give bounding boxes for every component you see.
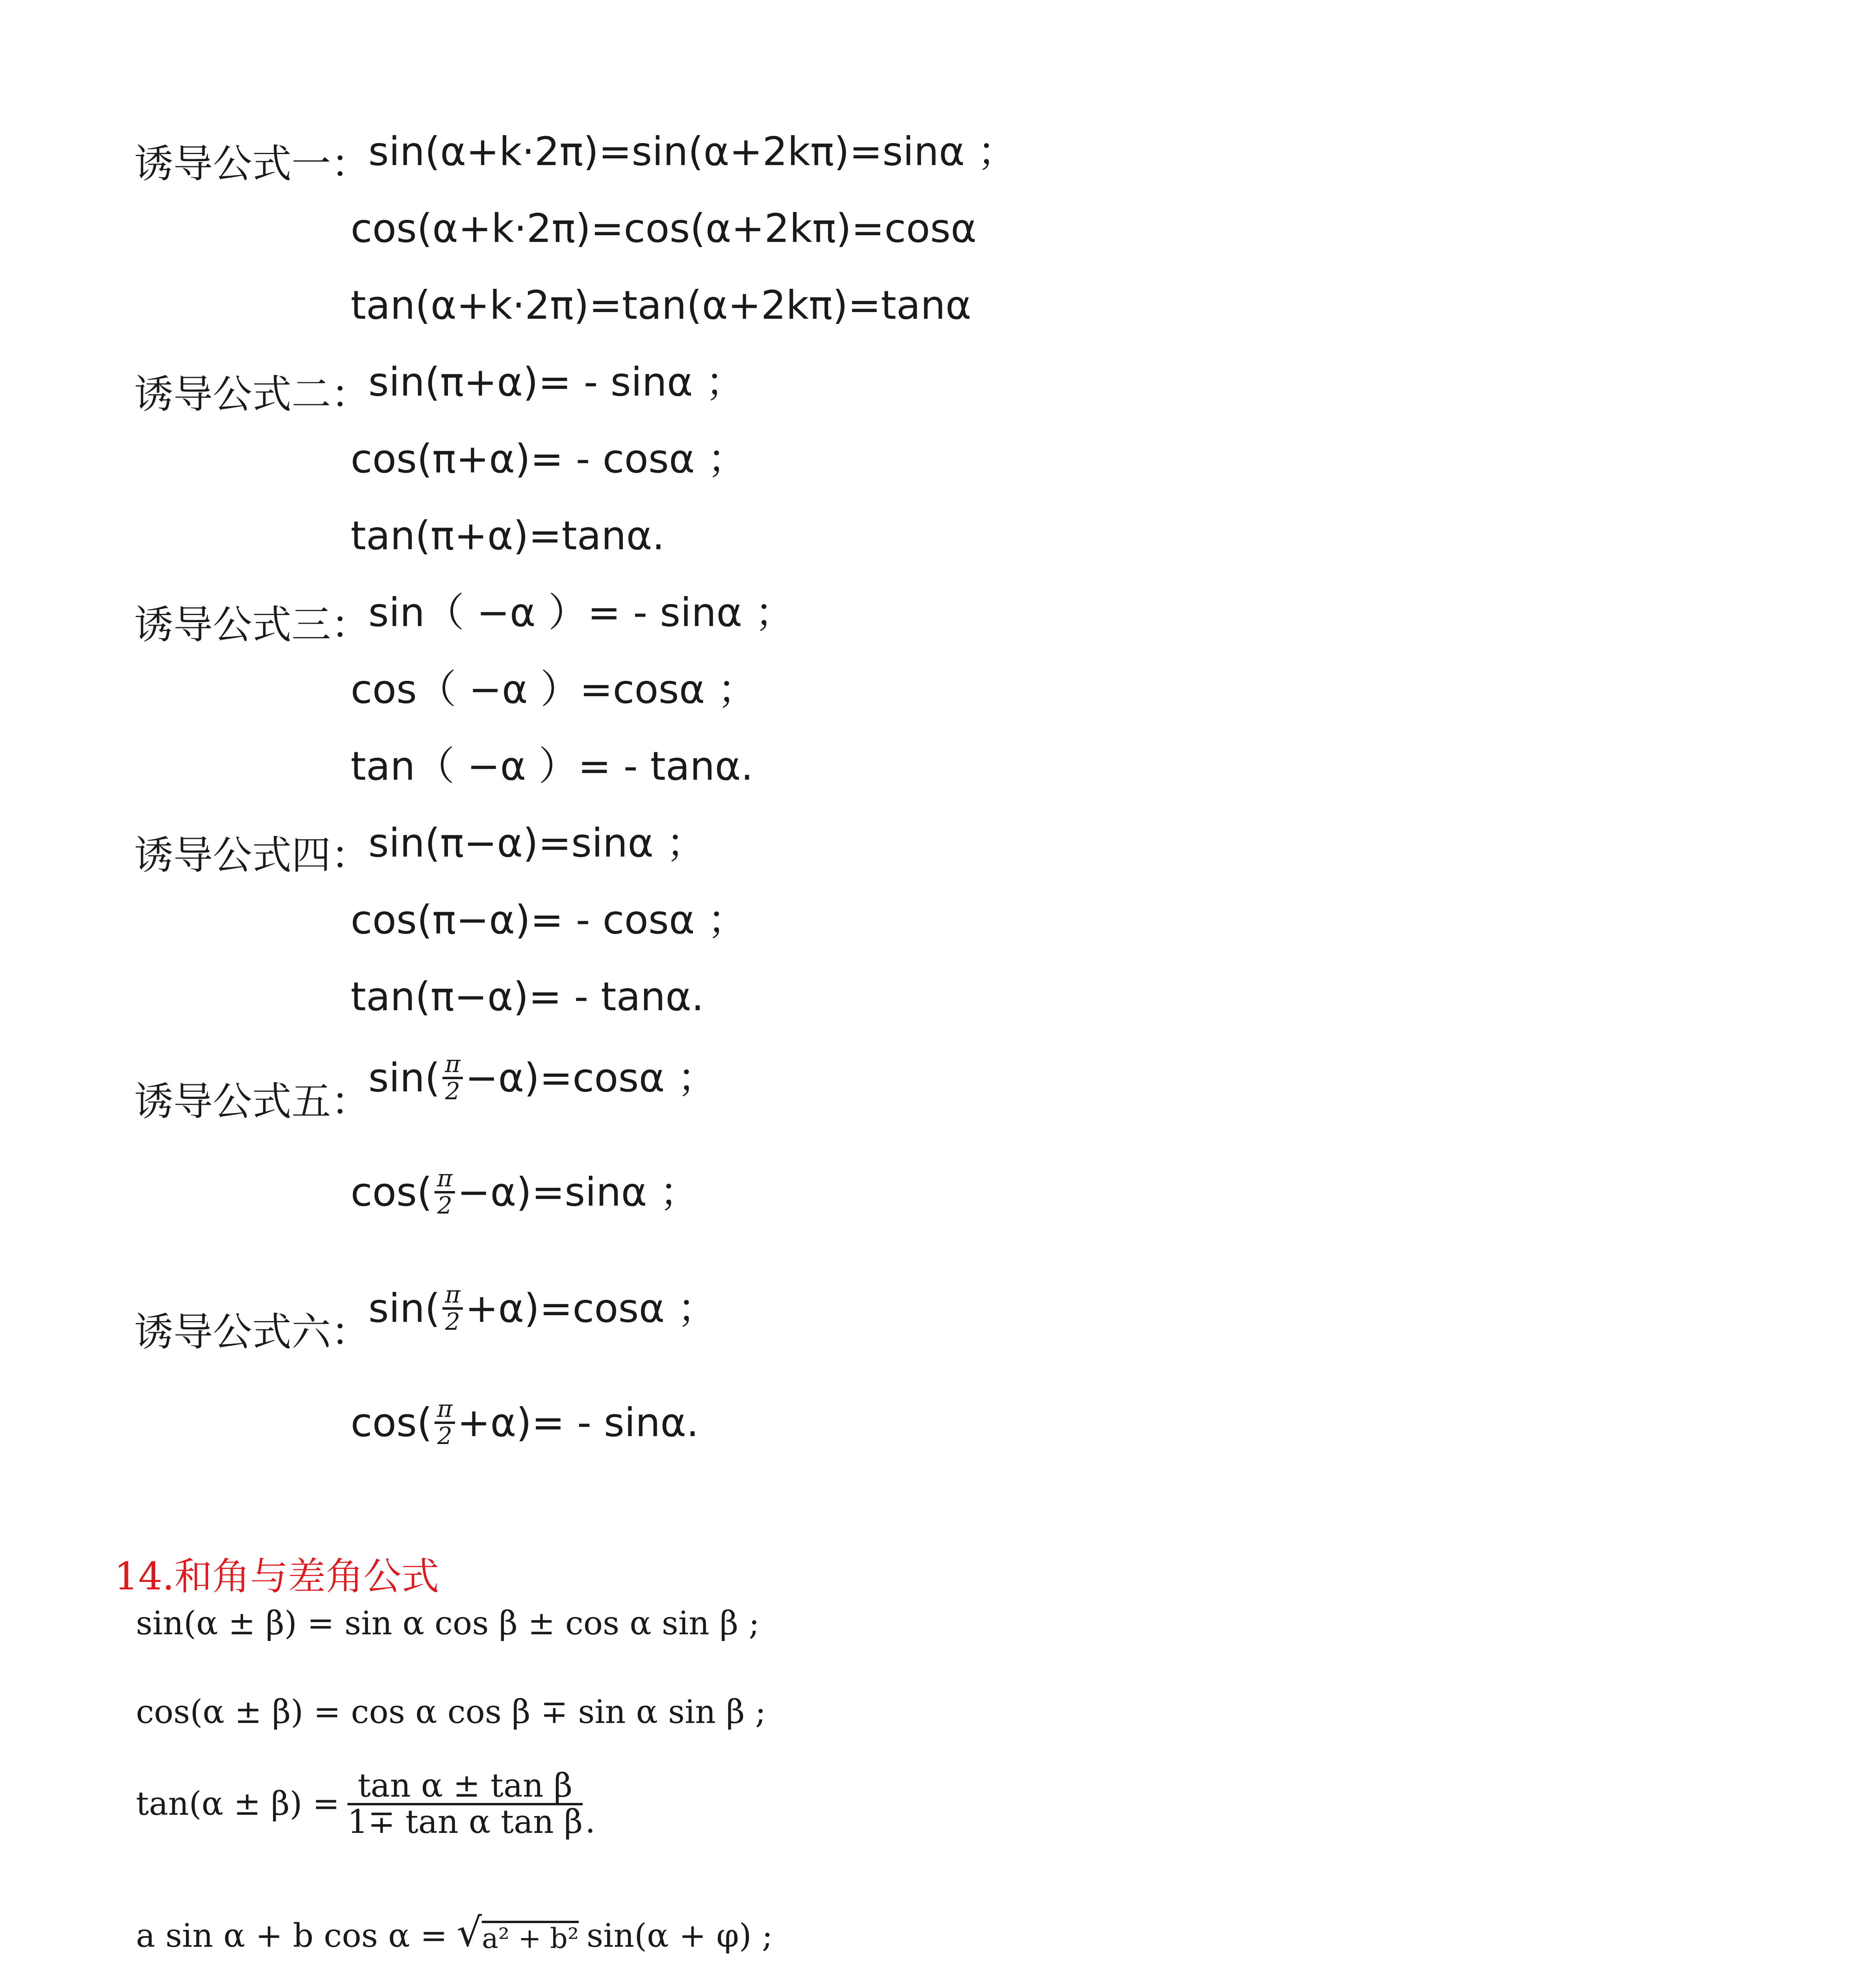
formula-4-line-1: sin(π−α)=sinα ； bbox=[368, 820, 706, 866]
formula-2-line-2: cos(π+α)= - cosα ； bbox=[351, 436, 747, 482]
auxiliary-angle-formula: a sin α + b cos α = √ a² + b² sin(α + φ) ; bbox=[136, 1909, 773, 1955]
pi-over-2-fraction: $\frac{\pi}{2}$ bbox=[442, 1052, 462, 1104]
formula-2-line-1: sin(π+α)= - sinα ； bbox=[368, 359, 745, 405]
formula-3-line-1: sin（ −α ）= - sinα ； bbox=[368, 589, 794, 636]
formula-1-label: 诱导公式一： bbox=[134, 141, 370, 187]
formula-5-label: 诱导公式五： bbox=[134, 1078, 370, 1124]
formula-1-line-2: cos(α+k·2π)=cos(α+2kπ)=cosα bbox=[351, 205, 977, 251]
sqrt-radicand: a² + b² bbox=[482, 1921, 579, 1952]
pi-over-2-fraction: $\frac{\pi}{2}$ bbox=[442, 1282, 462, 1334]
pi-over-2-fraction: $\frac{\pi}{2}$ bbox=[435, 1166, 455, 1218]
formula-6-label: 诱导公式六： bbox=[134, 1309, 370, 1355]
formula-5-line-2: cos( $\frac{\pi}{2}$ −α)=sinα ； bbox=[351, 1165, 699, 1219]
formula-6-line-2: cos( $\frac{\pi}{2}$ +α)= - sinα. bbox=[351, 1395, 699, 1450]
tan-sum-formula: tan(α ± β) = $\frac{\text{tan α ± tan β}}{\text{1∓ tan α tan β}}$ . bbox=[136, 1767, 596, 1841]
formula-2-line-3: tan(π+α)=tanα. bbox=[351, 513, 665, 559]
formula-3-line-3: tan（ −α ）= - tanα. bbox=[351, 743, 754, 789]
pi-over-2-fraction: $\frac{\pi}{2}$ bbox=[435, 1397, 455, 1449]
cos-sum-formula: cos(α ± β) = cos α cos β ∓ sin α sin β ; bbox=[136, 1693, 766, 1731]
tan-fraction: $\frac{\text{tan α ± tan β}}{\text{1∓ tan α tan β}}$ bbox=[347, 1767, 583, 1841]
formula-3-label: 诱导公式三： bbox=[134, 602, 370, 648]
formula-1-line-1: sin(α+k·2π)=sin(α+2kπ)=sinα ； bbox=[368, 128, 1017, 175]
section-14-heading: 14.和角与差角公式 bbox=[114, 1554, 439, 1598]
formula-5-line-1: sin( $\frac{\pi}{2}$ −α)=cosα ； bbox=[368, 1050, 717, 1105]
formula-1-line-3: tan(α+k·2π)=tan(α+2kπ)=tanα bbox=[351, 282, 971, 328]
formula-2-label: 诱导公式二： bbox=[134, 371, 370, 417]
formula-4-line-3: tan(π−α)= - tanα. bbox=[351, 974, 704, 1020]
sin-sum-formula: sin(α ± β) = sin α cos β ± cos α sin β ; bbox=[136, 1605, 760, 1642]
formula-6-line-1: sin( $\frac{\pi}{2}$ +α)=cosα ； bbox=[368, 1281, 717, 1336]
formula-4-line-2: cos(π−α)= - cosα ； bbox=[351, 897, 747, 943]
formula-3-line-2: cos（ −α ）=cosα ； bbox=[351, 666, 757, 712]
sqrt-symbol: √ bbox=[457, 1909, 482, 1955]
formula-4-label: 诱导公式四： bbox=[134, 832, 370, 878]
